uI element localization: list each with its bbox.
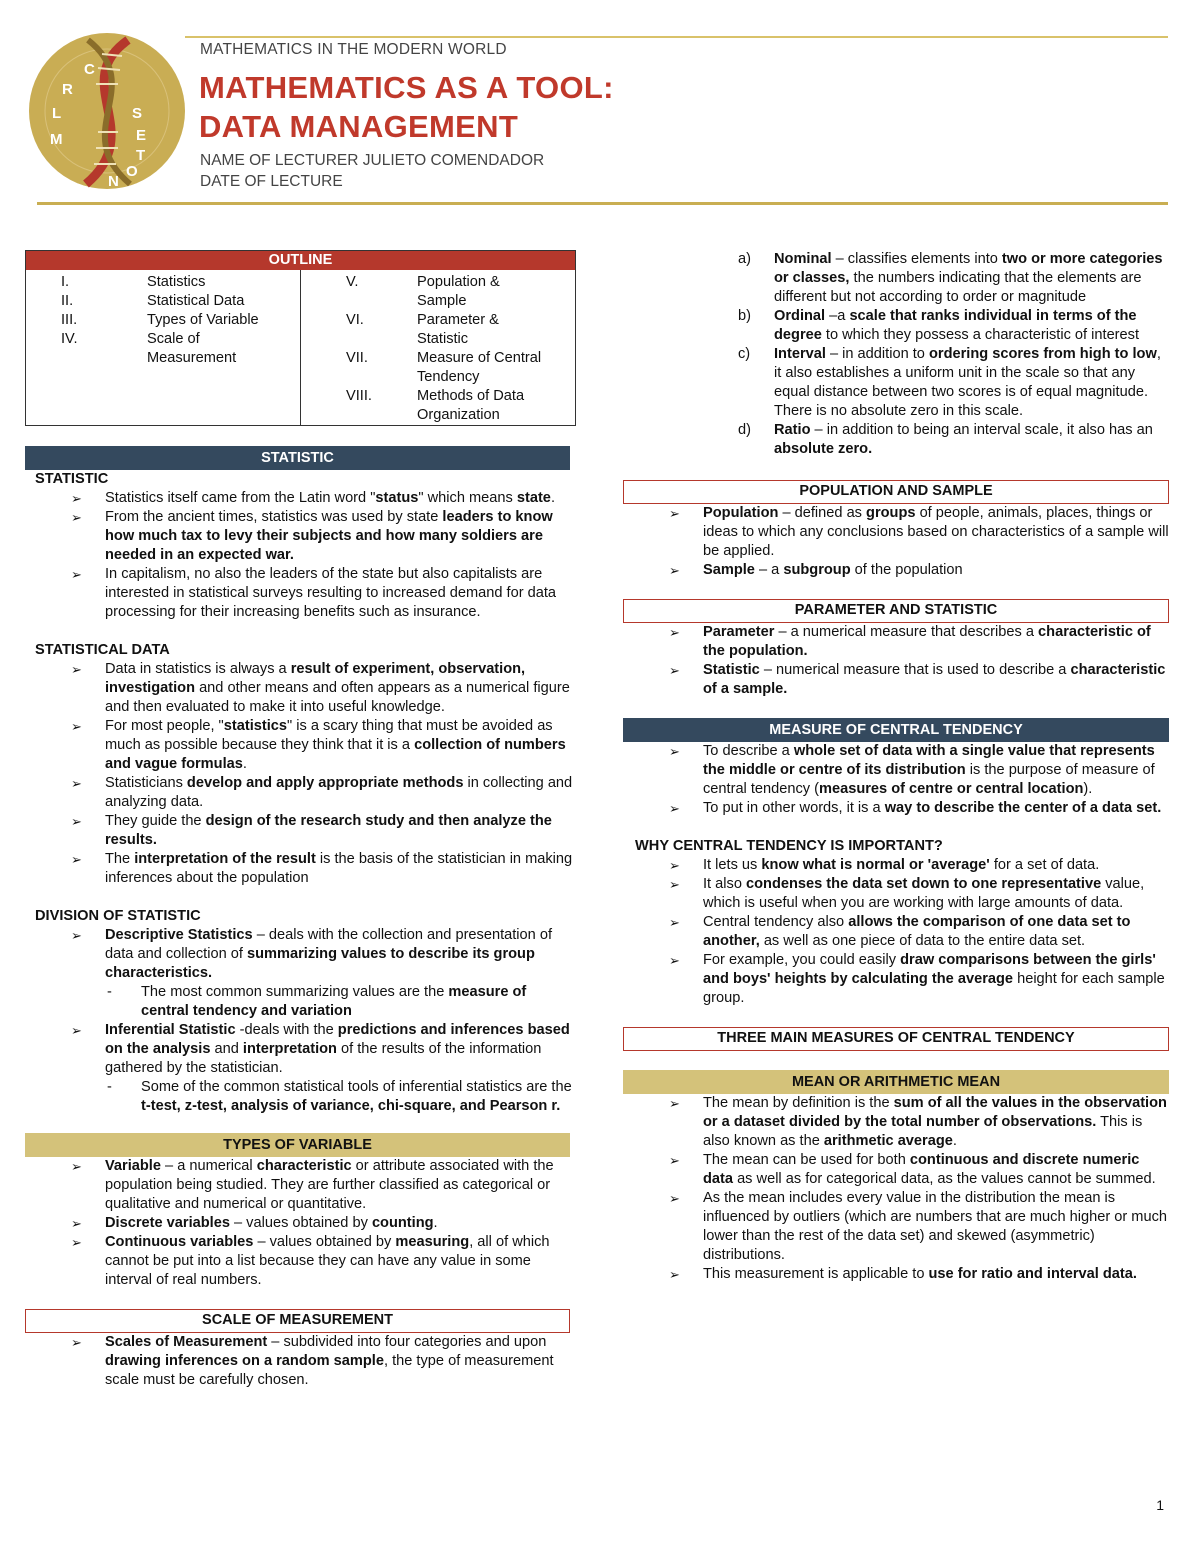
section-header-types-of-variable: TYPES OF VARIABLE <box>25 1133 570 1157</box>
left-column <box>25 250 576 1390</box>
outline-item: I. Statistics <box>61 274 206 290</box>
section-header-population-sample: POPULATION AND SAMPLE <box>623 480 1169 504</box>
list-item: ➢ Scales of Measurement – subdivided into four categories and upon drawing inferences on a random sample, the type of measurement scale must be carefully chosen. <box>25 1333 576 1390</box>
list-item: ➢ Continuous variables – values obtained by measuring, all of which cannot be put into a list because they can have any value in some interval of real numbers. <box>25 1233 576 1290</box>
lecture-date: DATE OF LECTURE <box>200 173 343 190</box>
page-title-line1: MATHEMATICS AS A TOOL: <box>199 70 614 105</box>
list-item: ➢ The mean by definition is the sum of all the values in the observation or a dataset divided by the total number of observations. This is also known as the arithmetic average. <box>623 1094 1169 1151</box>
list-item: ➢ Population – defined as groups of people, animals, places, things or ideas to which any conclusions based on characteristics of a sample will be applied. <box>623 504 1169 561</box>
list-item: ➢ The mean can be used for both continuous and discrete numeric data as well as for categorical data, as the values cannot be summed. <box>623 1151 1169 1189</box>
mlrc-notes-logo <box>28 32 186 190</box>
bullet-list <box>623 504 1169 580</box>
subheading: STATISTICAL DATA <box>35 642 170 658</box>
bullet-list <box>623 1094 1169 1284</box>
list-item: ➢ Data in statistics is always a result of experiment, observation, investigation and other means and often appears as a numerical figure and then evaluated to make it into useful knowledge. <box>25 660 576 717</box>
list-item: ➢ The interpretation of the result is the basis of the statistician in making inferences about the population <box>25 850 576 888</box>
section-header-mean: MEAN OR ARITHMETIC MEAN <box>623 1070 1169 1094</box>
list-item: ➢ It lets us know what is normal or 'average' for a set of data. <box>623 856 1169 875</box>
list-item: ➢ For example, you could easily draw comparisons between the girls' and boys' heights by calculating the average height for each sample group. <box>623 951 1169 1008</box>
section-header-statistic: STATISTIC <box>25 446 570 470</box>
bullet-list <box>623 742 1169 818</box>
outline-item: V. Population & Sample <box>346 274 500 309</box>
list-item: ➢ From the ancient times, statistics was used by state leaders to know how much tax to levy their subjects and how many soldiers are needed in an expected war. <box>25 508 576 565</box>
page-title-line2: DATA MANAGEMENT <box>199 109 519 144</box>
list-item: ➢ Inferential Statistic -deals with the predictions and inferences based on the analysis and interpretation of the results of the information gathered by the statistician. - Some of the common statistical tools of inferential statistics are the t-test, z-test, analysis of variance, chi-square, and Pearson r. <box>25 1021 576 1116</box>
list-item: ➢ This measurement is applicable to use for ratio and interval data. <box>623 1265 1169 1284</box>
list-item: - Some of the common statistical tools of inferential statistics are the t-test, z-test, analysis of variance, chi-square, and Pearson r. <box>25 1078 576 1116</box>
bullet-list <box>25 660 576 888</box>
subheading: WHY CENTRAL TENDENCY IS IMPORTANT? <box>635 838 943 854</box>
header-top-rule <box>185 36 1168 38</box>
outline-item: VII. Measure of Central Tendency <box>346 350 542 385</box>
svg-text:C: C <box>84 61 95 78</box>
svg-text:L: L <box>52 105 62 122</box>
list-item: ➢ To put in other words, it is a way to describe the center of a data set. <box>623 799 1169 818</box>
lecturer-name: NAME OF LECTURER JULIETO COMENDADOR <box>200 152 545 169</box>
outline-box <box>25 250 576 426</box>
bullet-list <box>25 1333 576 1390</box>
list-item: ➢ Statisticians develop and apply appropriate methods in collecting and analyzing data. <box>25 774 576 812</box>
right-column <box>623 250 1169 1284</box>
svg-text:E: E <box>136 127 147 144</box>
scale-list <box>623 250 1169 459</box>
bullet-list <box>25 926 576 1116</box>
section-header-three-measures: THREE MAIN MEASURES OF CENTRAL TENDENCY <box>623 1027 1169 1051</box>
course-name: MATHEMATICS IN THE MODERN WORLD <box>200 41 507 58</box>
list-item: c) Interval – in addition to ordering scores from high to low, it also establishes a uniform unit in the scale so that any equal distance between two scores is of equal magnitude. There is no absolute zero in this scale. <box>738 346 1161 419</box>
outline-item: IV. Scale of Measurement <box>61 331 237 366</box>
list-item: ➢ In capitalism, no also the leaders of the state but also capitalists are interested in statistical surveys resulting to increased demand for data processing for their increasing benefits such as insurance. <box>25 565 576 622</box>
section-header-central-tendency: MEASURE OF CENTRAL TENDENCY <box>623 718 1169 742</box>
list-item: ➢ Descriptive Statistics – deals with the collection and presentation of data and collection of summarizing values to describe its group characteristics. - The most common summarizing values are the measure of central tendency and variation <box>25 926 576 1021</box>
outline-item: II. Statistical Data <box>61 293 245 309</box>
list-item: d) Ratio – in addition to being an interval scale, it also has an absolute zero. <box>738 422 1153 457</box>
page-number: 1 <box>1156 1497 1164 1513</box>
outline-divider <box>300 270 301 425</box>
subheading: DIVISION OF STATISTIC <box>35 908 201 924</box>
list-item: ➢ For most people, "statistics" is a scary thing that must be avoided as much as possible because they think that it is a collection of numbers and vague formulas. <box>25 717 576 774</box>
svg-text:O: O <box>126 163 138 180</box>
list-item: ➢ Statistics itself came from the Latin word "status" which means state. <box>25 489 576 508</box>
list-item: ➢ Sample – a subgroup of the population <box>623 561 1169 580</box>
subheading: STATISTIC <box>35 471 109 487</box>
outline-title: OUTLINE <box>26 251 575 270</box>
list-item: ➢ They guide the design of the research study and then analyze the results. <box>25 812 576 850</box>
bullet-list <box>25 489 576 622</box>
header-bottom-rule <box>37 202 1168 205</box>
list-item: ➢ To describe a whole set of data with a single value that represents the middle or centre of its distribution is the purpose of measure of central tendency (measures of centre or central location). <box>623 742 1169 799</box>
list-item: ➢ Statistic – numerical measure that is used to describe a characteristic of a sample. <box>623 661 1169 699</box>
list-item: ➢ Discrete variables – values obtained by counting. <box>25 1214 576 1233</box>
list-item: ➢ Variable – a numerical characteristic or attribute associated with the population being studied. They are further classified as categorical or qualitative and numerical or quantitative. <box>25 1157 576 1214</box>
svg-text:M: M <box>50 131 63 148</box>
outline-item: VI. Parameter & Statistic <box>346 312 499 347</box>
svg-text:N: N <box>108 173 119 190</box>
svg-text:S: S <box>132 105 143 122</box>
list-item: - The most common summarizing values are the measure of central tendency and variation <box>25 983 576 1021</box>
outline-item: VIII. Methods of Data Organization <box>346 388 525 423</box>
list-item: a) Nominal – classifies elements into two or more categories or classes, the numbers indicating that the elements are different but not according to order or magnitude <box>738 251 1163 305</box>
bullet-list <box>623 623 1169 699</box>
section-header-scale-of-measurement: SCALE OF MEASUREMENT <box>25 1309 570 1333</box>
bullet-list <box>623 856 1169 1008</box>
list-item: ➢ Parameter – a numerical measure that describes a characteristic of the population. <box>623 623 1169 661</box>
svg-text:R: R <box>62 81 73 98</box>
svg-text:T: T <box>136 147 146 164</box>
section-header-parameter-statistic: PARAMETER AND STATISTIC <box>623 599 1169 623</box>
list-item: ➢ It also condenses the data set down to one representative value, which is useful when you are working with large amounts of data. <box>623 875 1169 913</box>
outline-item: III. Types of Variable <box>61 312 259 328</box>
list-item: ➢ As the mean includes every value in the distribution the mean is influenced by outliers (which are numbers that are much higher or much lower than the rest of the data set) and skewed (asymmetric) distributions. <box>623 1189 1169 1265</box>
list-item: b) Ordinal –a scale that ranks individual in terms of the degree to which they possess a characteristic of interest <box>738 308 1140 343</box>
bullet-list <box>25 1157 576 1290</box>
list-item: ➢ Central tendency also allows the comparison of one data set to another, as well as one piece of data to the entire data set. <box>623 913 1169 951</box>
